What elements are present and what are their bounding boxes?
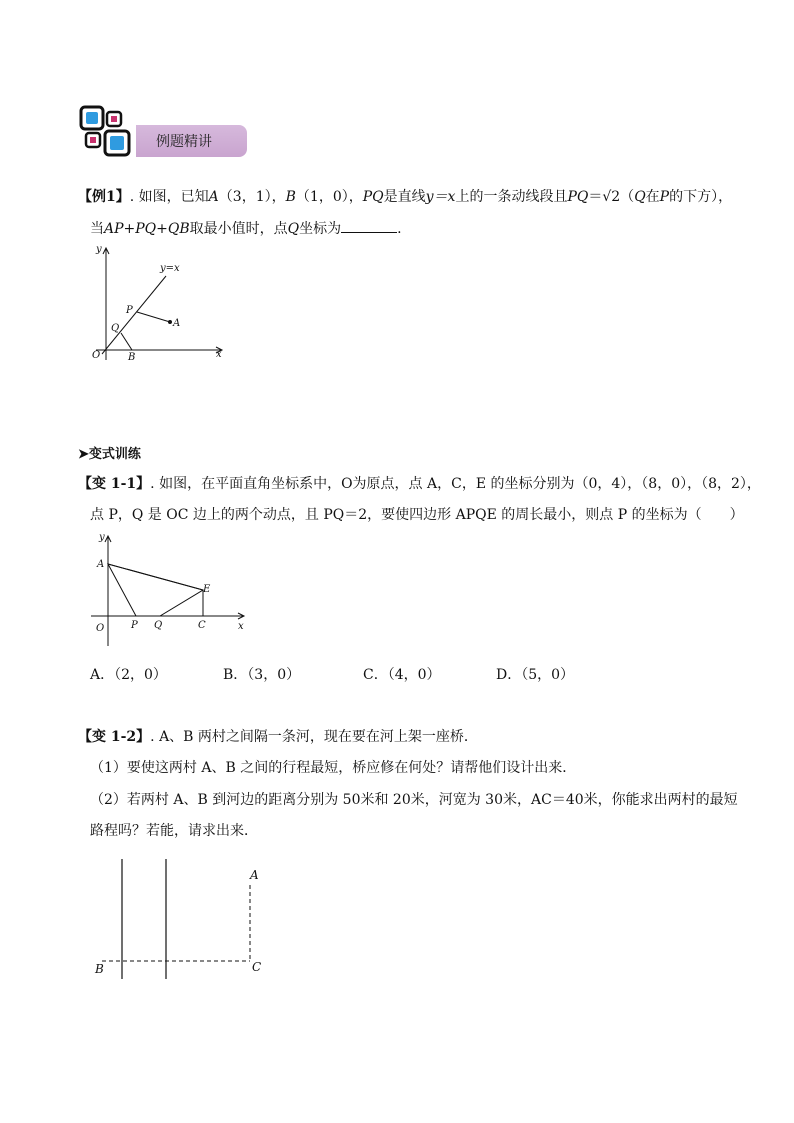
v11-label-A: A bbox=[97, 559, 105, 570]
v12-question-2a: （2）若两村 A、B 到河边的距离分别为 50米和 20米，河宽为 30米，AC＝40米，你能求出两村的最短 bbox=[90, 792, 738, 808]
segment-AE bbox=[108, 564, 203, 590]
option-c[interactable]: C．（4，0） bbox=[363, 667, 441, 683]
v12-question-2b: 路程吗？若能，请求出来． bbox=[90, 823, 258, 839]
segment-QB bbox=[121, 333, 132, 350]
label-y: y bbox=[96, 244, 102, 255]
ex1-line-2: 当AP+PQ+QB取最小值时，点Q坐标为 . bbox=[90, 218, 402, 239]
label-yx: y=x bbox=[160, 263, 180, 274]
label-P: P bbox=[126, 305, 133, 316]
label-A: A bbox=[173, 318, 181, 329]
label-x: x bbox=[216, 349, 222, 360]
section-title: 例题精讲 bbox=[156, 134, 212, 150]
variant-heading: ➤变式训练 bbox=[78, 447, 141, 462]
v12-label-A: A bbox=[250, 868, 259, 882]
label-O: O bbox=[92, 350, 101, 361]
v12-tag: 【变 1-2】 bbox=[78, 729, 151, 745]
v11-figure bbox=[88, 528, 253, 648]
v11-label-C: C bbox=[198, 620, 206, 631]
v11-label-O: O bbox=[96, 623, 105, 634]
label-B: B bbox=[128, 352, 136, 363]
ex1-figure bbox=[88, 240, 238, 365]
v12-question-1: （1）要使这两村 A、B 之间的行程最短，桥应修在何处？请帮他们设计出来． bbox=[90, 760, 577, 776]
ex1-line-1: 【例1】. 如图，已知A（3，1），B（1，0），PQ是直线y＝x上的一条动线段且PQ＝√2（Q在P的下方）， bbox=[78, 189, 733, 205]
v11-label-P: P bbox=[131, 620, 138, 631]
section-logo-icon bbox=[78, 104, 134, 160]
v11-line-2: 点 P，Q 是 OC 边上的两个动点，且 PQ＝2，要使四边形 APQE 的周长最小，则点 P 的坐标为（ ） bbox=[90, 507, 744, 523]
v11-label-y: y bbox=[99, 532, 105, 543]
v11-line-1: 【变 1-1】. 如图，在平面直角坐标系中，O为原点，点 A，C，E 的坐标分别为（0，4），（8，0），（8，2）， bbox=[78, 476, 761, 492]
v12-label-C: C bbox=[252, 960, 262, 974]
v12-line-1: 【变 1-2】. A、B 两村之间隔一条河，现在要在河上架一座桥． bbox=[78, 729, 478, 745]
segment-PA bbox=[137, 312, 170, 322]
line-y-equals-x bbox=[102, 276, 166, 354]
answer-blank bbox=[341, 218, 397, 233]
quadrilateral-APQE bbox=[108, 564, 203, 616]
v11-label-x: x bbox=[238, 621, 244, 632]
option-a[interactable]: A．（2，0） bbox=[90, 667, 167, 683]
v11-label-Q: Q bbox=[154, 620, 163, 631]
option-d[interactable]: D．（5，0） bbox=[496, 667, 575, 683]
label-Q: Q bbox=[111, 323, 120, 334]
option-b[interactable]: B．（3，0） bbox=[223, 667, 301, 683]
ex1-tag: 【例1】 bbox=[78, 189, 130, 205]
v11-label-E: E bbox=[203, 584, 211, 595]
v12-figure bbox=[90, 855, 280, 985]
v12-label-B: B bbox=[95, 962, 104, 976]
v11-tag: 【变 1-1】 bbox=[78, 476, 151, 492]
point-A bbox=[168, 320, 172, 324]
